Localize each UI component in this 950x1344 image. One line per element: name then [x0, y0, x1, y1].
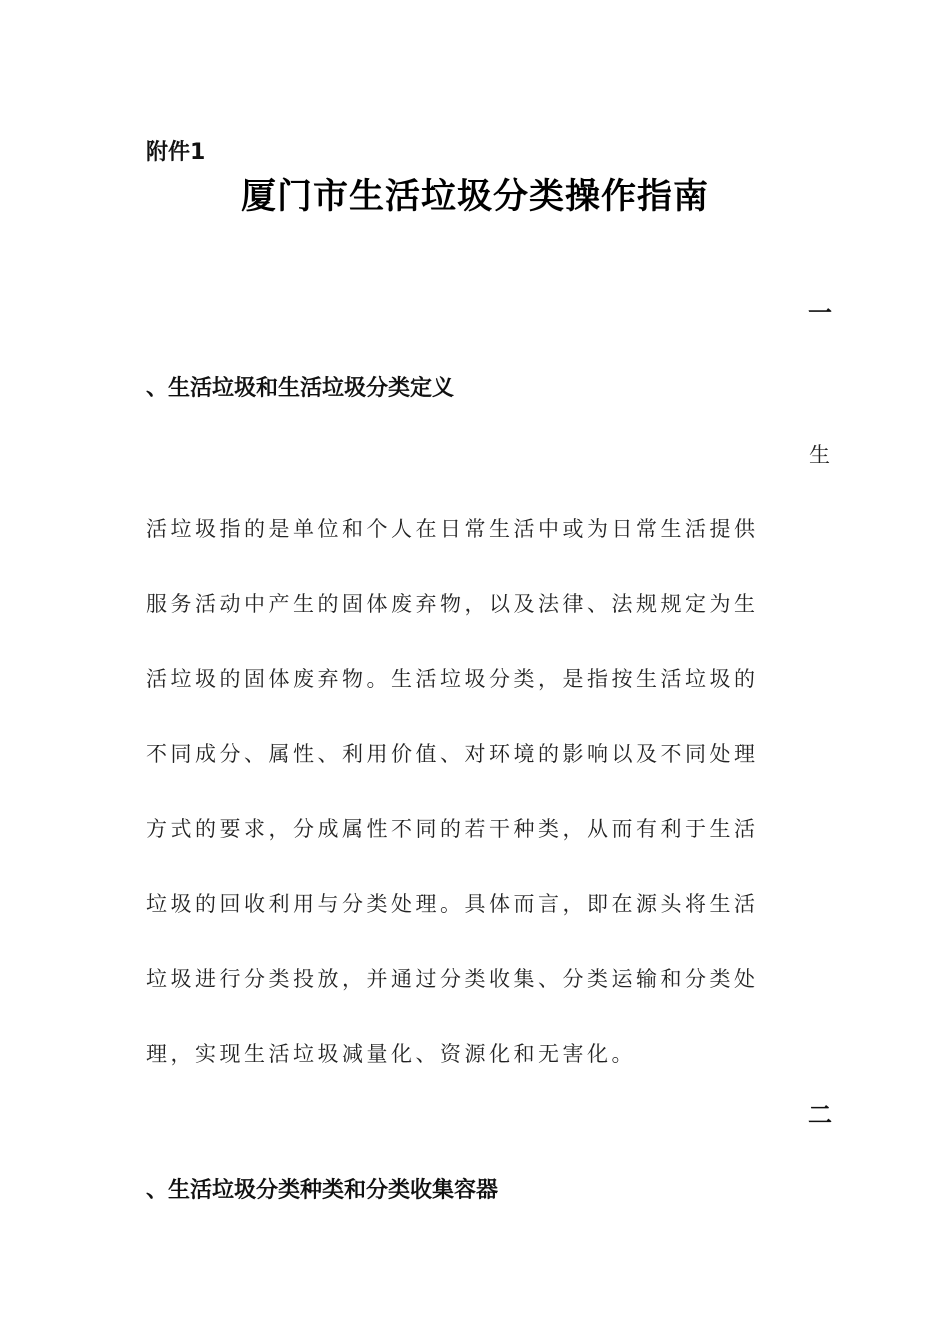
- paragraph-line: 服务活动中产生的固体废弃物，以及法律、法规规定为生: [146, 592, 759, 616]
- section-number-1: 一: [808, 299, 832, 327]
- paragraph-line: 活垃圾的固体废弃物。生活垃圾分类，是指按生活垃圾的: [146, 667, 759, 691]
- section-1-paragraph: [146, 492, 810, 1092]
- section-number-2: 二: [808, 1101, 832, 1129]
- attachment-label: 附件1: [146, 140, 206, 165]
- section-heading-2: 、生活垃圾分类种类和分类收集容器: [146, 1178, 499, 1203]
- document-title: 厦门市生活垃圾分类操作指南: [240, 176, 709, 217]
- paragraph-line: 活垃圾指的是单位和个人在日常生活中或为日常生活提供: [146, 517, 759, 541]
- paragraph-first-char: 生: [809, 443, 830, 467]
- paragraph-line: 方式的要求，分成属性不同的若干种类，从而有利于生活: [146, 817, 759, 841]
- paragraph-line: 垃圾进行分类投放，并通过分类收集、分类运输和分类处: [146, 967, 759, 991]
- paragraph-line: 不同成分、属性、利用价值、对环境的影响以及不同处理: [146, 742, 759, 766]
- section-heading-1: 、生活垃圾和生活垃圾分类定义: [146, 376, 455, 401]
- paragraph-line: 垃圾的回收利用与分类处理。具体而言，即在源头将生活: [146, 892, 759, 916]
- paragraph-line: 理，实现生活垃圾减量化、资源化和无害化。: [146, 1042, 636, 1066]
